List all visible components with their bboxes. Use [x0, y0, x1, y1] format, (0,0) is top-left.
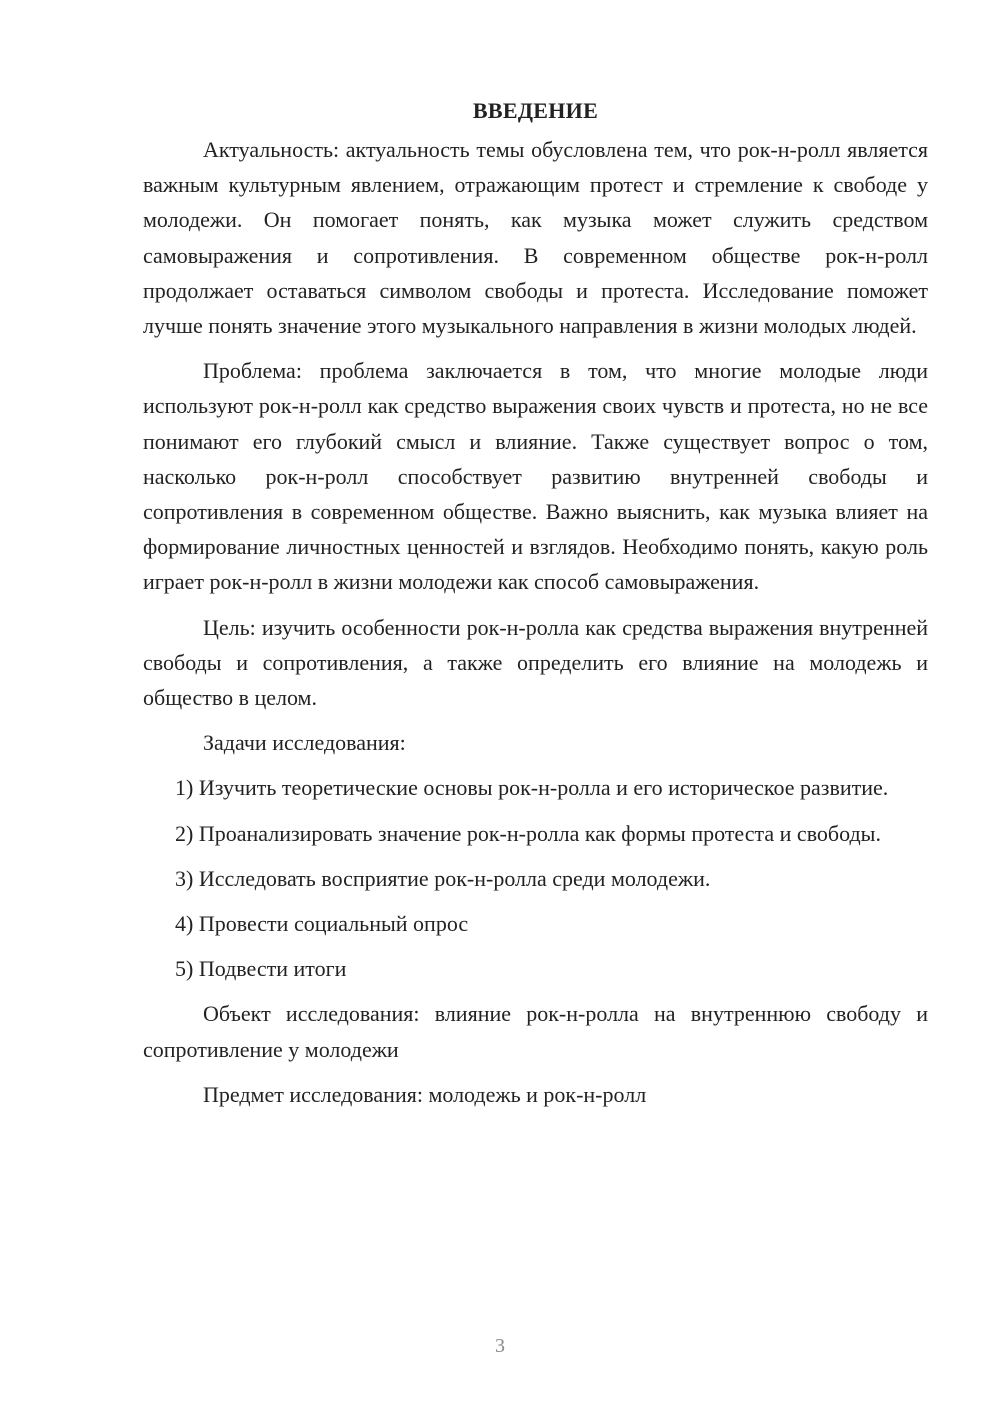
page-number: 3	[495, 1335, 505, 1357]
problem-paragraph: Проблема: проблема заключается в том, что многие молодые люди используют рок-н-ролл как средство выражения своих чувств и протеста, но не все понимают его глубокий смысл и влияние. Также существует вопрос о том, насколько рок-н-ролл способствует развитию внутренней свободы и сопротивления в современном обществе. Важно выяснить, как музыка влияет на формирование личностных ценностей и взглядов. Необходимо понять, какую роль играет рок-н-ролл в жизни молодежи как способ самовыражения.	[143, 358, 928, 595]
subject-paragraph: Предмет исследования: молодежь и рок-н-ролл	[203, 1081, 647, 1107]
page-title: ВВЕДЕНИЕ	[472, 98, 599, 123]
task-item: 2) Проанализировать значение рок-н-ролла как формы протеста и свободы.	[175, 820, 881, 846]
task-item: 5) Подвести итоги	[175, 956, 347, 982]
task-item: 4) Провести социальный опрос	[175, 911, 469, 937]
object-paragraph: Объект исследования: влияние рок-н-ролла на внутреннюю свободу и сопротивление у молодежи	[143, 1001, 928, 1062]
task-item: 1) Изучить теоретические основы рок-н-ролла и его историческое развитие.	[175, 775, 889, 801]
page-content	[143, 96, 928, 1122]
relevance-paragraph: Актуальность: актуальность темы обусловлена тем, что рок-н-ролл является важным культурным явлением, отражающим протест и стремление к свободе у молодежи. Он помогает понять, как музыка может служить средством самовыражения и сопротивления. В современном обществе рок-н-ролл продолжает оставаться символом свободы и протеста. Исследование поможет лучше понять значение этого музыкального направления в жизни молодых людей.	[143, 137, 928, 339]
goal-paragraph: Цель: изучить особенности рок-н-ролла как средства выражения внутренней свободы и сопротивления, а также определить его влияние на молодежь и общество в целом.	[143, 614, 928, 711]
task-item: 3) Исследовать восприятие рок-н-ролла среди молодежи.	[175, 865, 711, 891]
tasks-heading: Задачи исследования:	[203, 730, 406, 756]
